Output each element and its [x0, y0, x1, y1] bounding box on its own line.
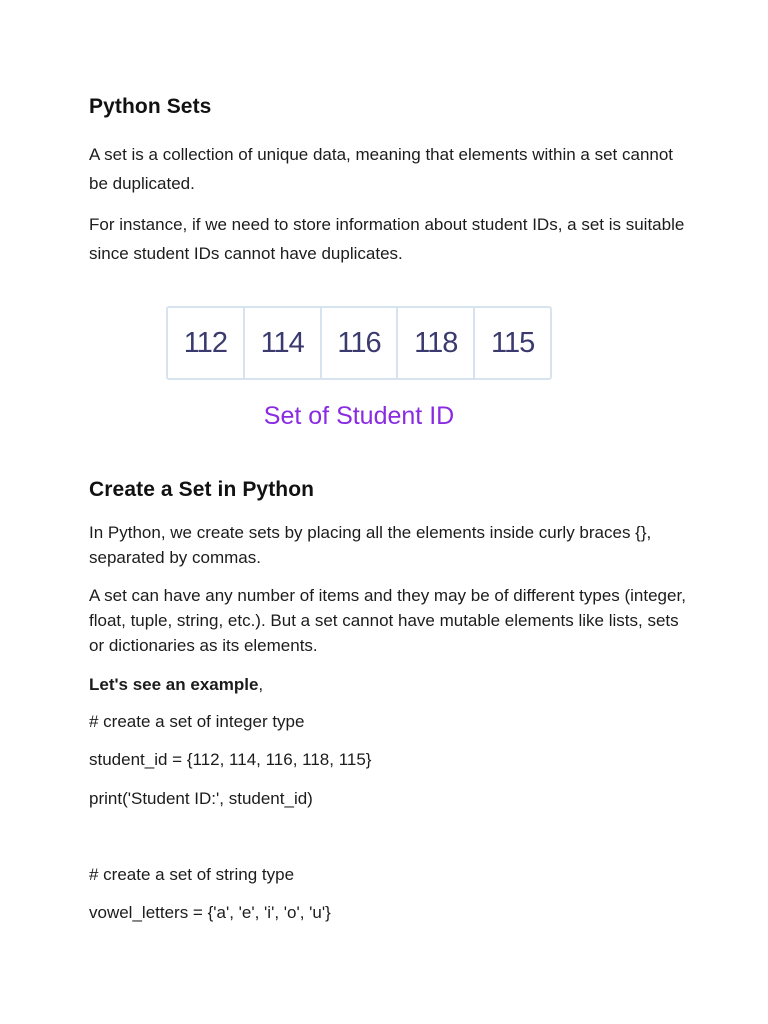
set-element: 115 — [490, 326, 535, 359]
code-line: print('Student ID:', student_id) — [89, 789, 313, 808]
paragraph-curly-braces: In Python, we create sets by placing all the elements inside curly braces {}, separated by commas. — [89, 523, 652, 567]
set-element: 116 — [322, 308, 399, 378]
example-intro-suffix: , — [258, 675, 264, 694]
code-line: # create a set of string type — [89, 865, 295, 884]
code-line: vowel_letters = {'a', 'e', 'i', 'o', 'u'} — [89, 903, 331, 922]
student-id-set-figure — [166, 306, 552, 380]
paragraph-set-definition: A set is a collection of unique data, meaning that elements within a set cannot be duplicated. — [89, 145, 674, 193]
paragraph-student-id-example: For instance, if we need to store information about student IDs, a set is suitable since student IDs cannot have duplicates. — [89, 215, 685, 263]
example-intro-bold: Let's see an example — [89, 675, 259, 694]
code-line: # create a set of integer type — [89, 712, 305, 731]
section-heading-create-set: Create a Set in Python — [89, 478, 315, 501]
figure-caption: Set of Student ID — [263, 402, 455, 430]
set-element: 112 — [168, 308, 245, 378]
page-title: Python Sets — [89, 95, 212, 118]
paragraph-set-types: A set can have any number of items and they may be of different types (integer, float, tuple, string, etc.). But a set cannot have mutable elements like lists, sets or dictionaries as its elements. — [89, 586, 686, 655]
set-element: 114 — [245, 308, 322, 378]
set-element: 118 — [398, 308, 475, 378]
example-intro — [89, 675, 263, 695]
code-line: student_id = {112, 114, 116, 118, 115} — [89, 750, 372, 769]
